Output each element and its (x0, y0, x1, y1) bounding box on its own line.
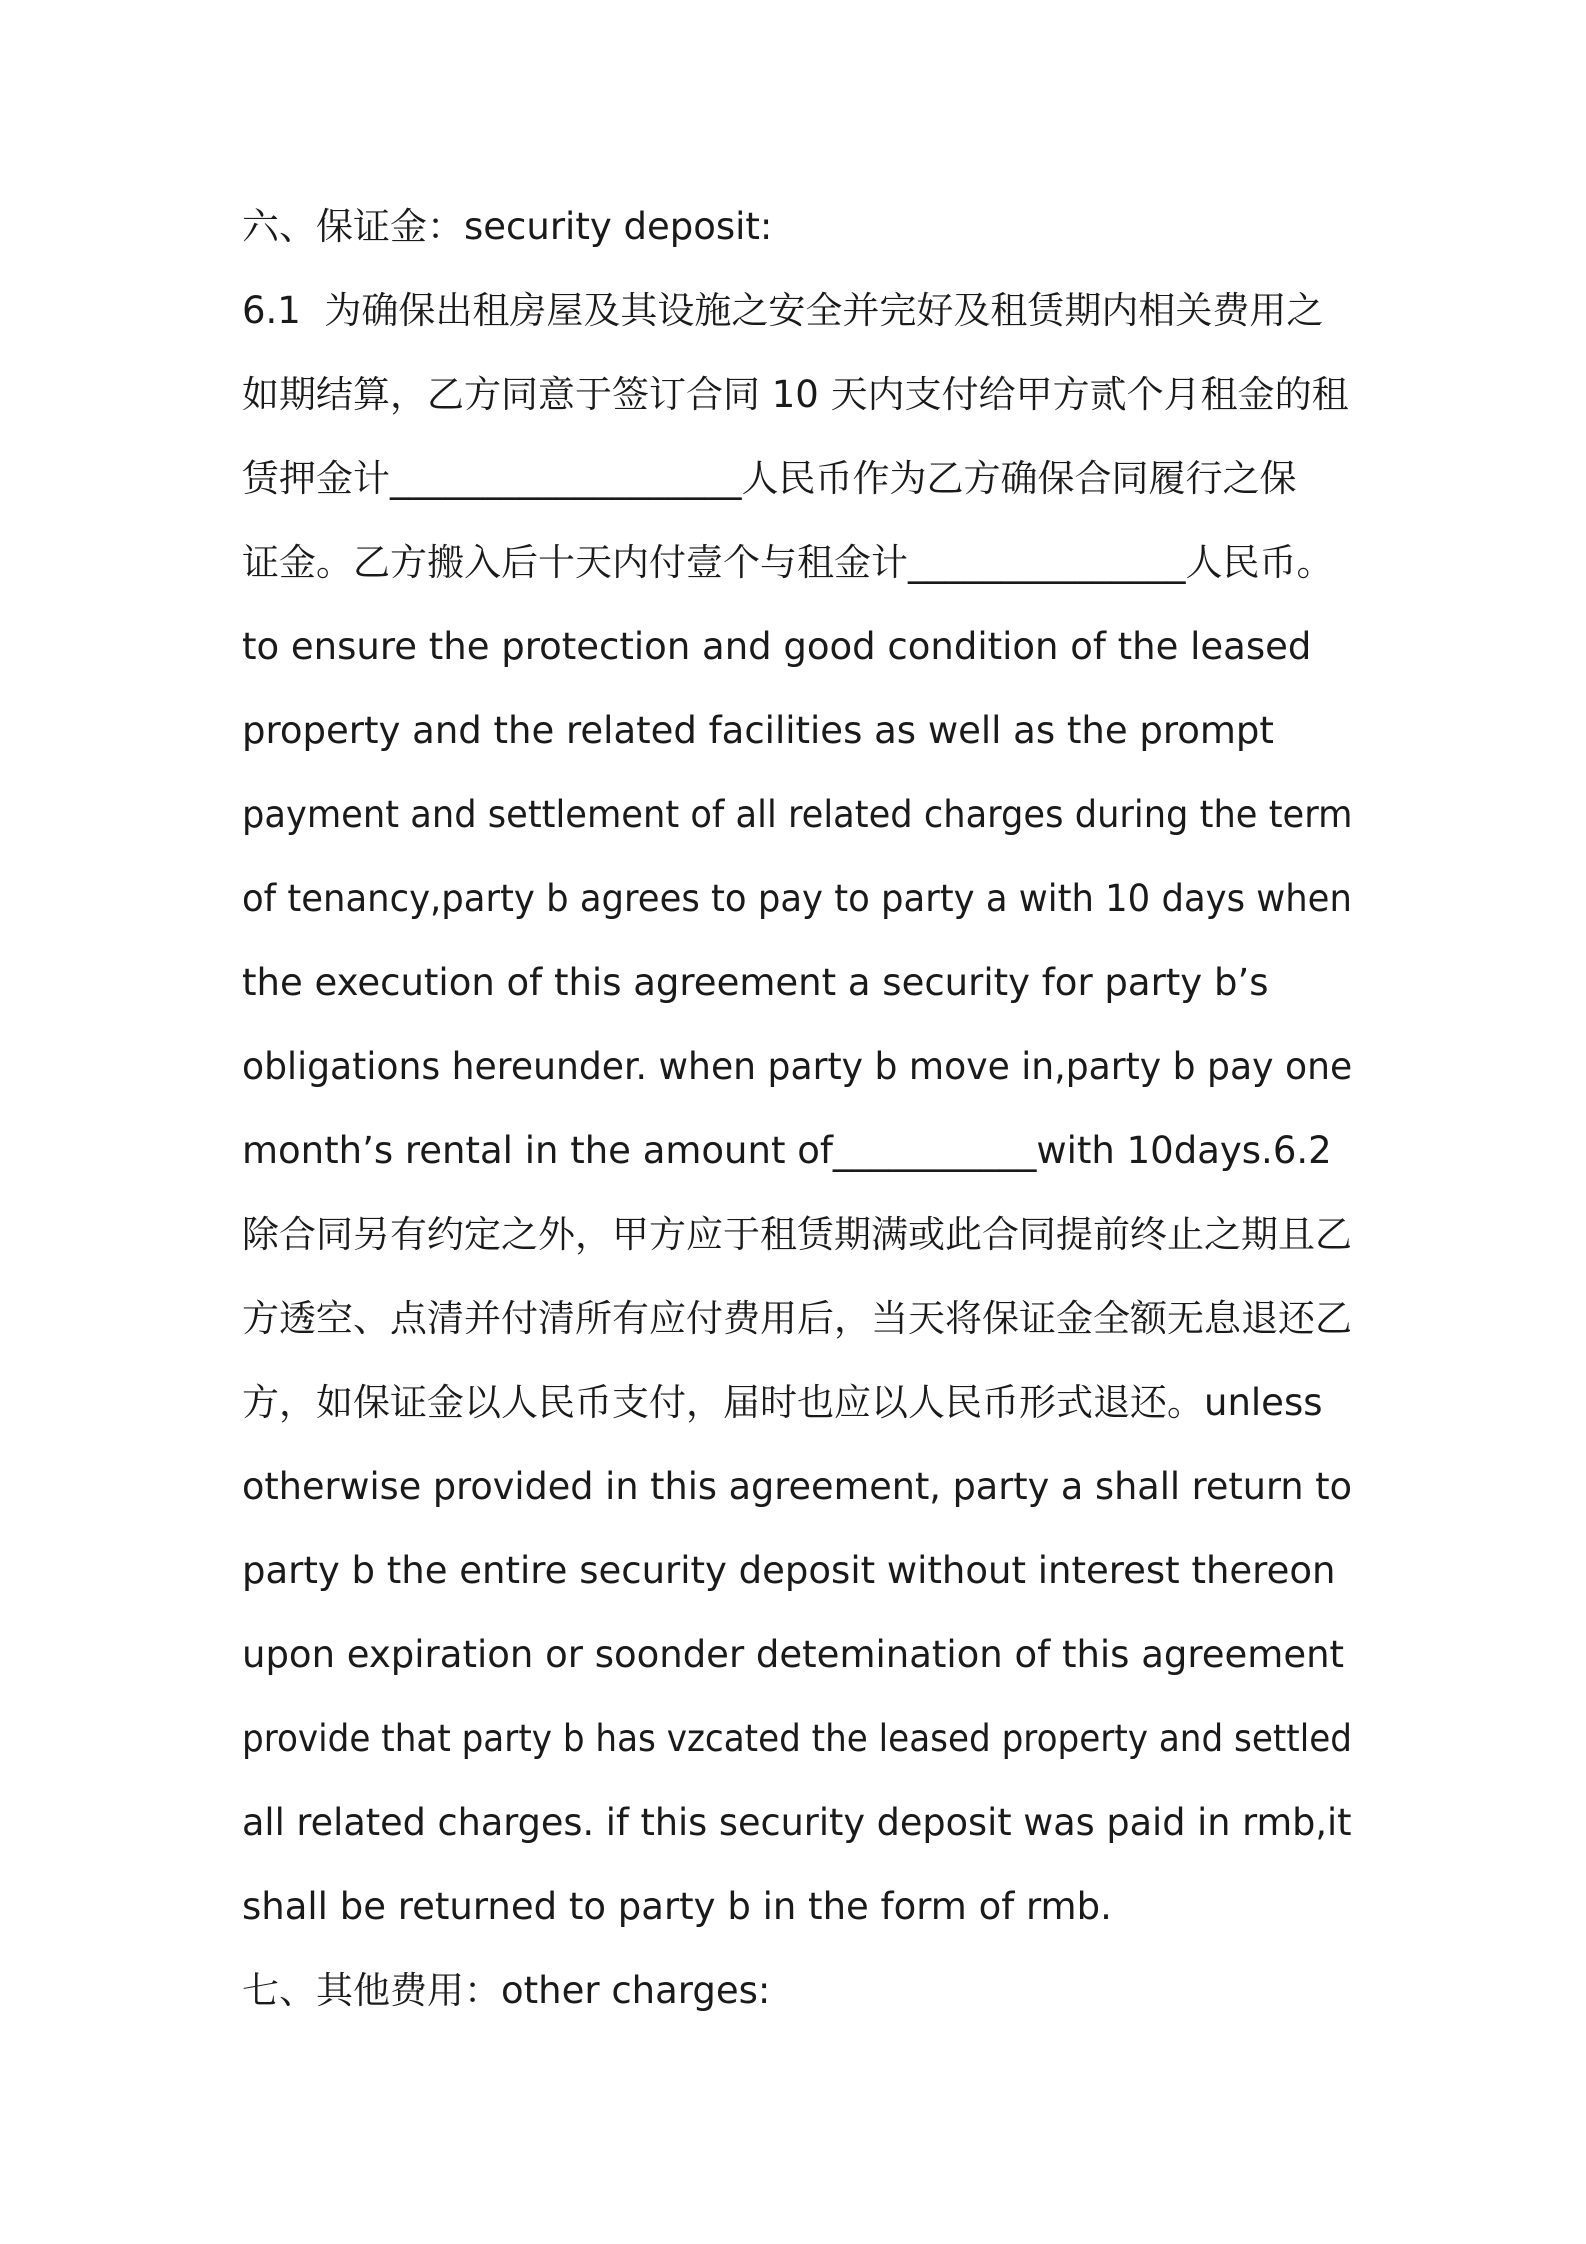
text-line: 方透空、点清并付清所有应付费用后，当天将保证金全额无息退还乙 (242, 1297, 1352, 1340)
text-line: shall be returned to party b in the form of rmb. (242, 1885, 1112, 1928)
text-line: otherwise provided in this agreement, party a shall return to (242, 1465, 1352, 1508)
text-line: month’s rental in the amount of___________with 10days.6.2 (242, 1129, 1332, 1172)
text-line: 除合同另有约定之外，甲方应于租赁期满或此合同提前终止之期且乙 (242, 1213, 1352, 1256)
section-7-heading: 七、其他费用：other charges: (242, 1969, 771, 2012)
text-line: all related charges. if this security deposit was paid in rmb,it (242, 1801, 1352, 1844)
text-line: obligations hereunder. when party b move in,party b pay one (242, 1045, 1353, 1088)
section-6-heading: 六、保证金：security deposit: (242, 205, 773, 248)
text-line: payment and settlement of all related charges during the term (242, 793, 1353, 836)
text-line: property and the related facilities as well as the prompt (242, 709, 1274, 752)
text-line: the execution of this agreement a security for party b’s (242, 961, 1269, 1004)
text-line: 证金。乙方搬入后十天内付壹个与租金计_______________人民币。 (242, 541, 1334, 584)
text-line: 6.1 为确保出租房屋及其设施之安全并完好及租赁期内相关费用之 (242, 289, 1324, 332)
text-line: provide that party b has vzcated the leased property and settled (242, 1717, 1352, 1760)
text-line: 赁押金计___________________人民币作为乙方确保合同履行之保 (242, 457, 1297, 500)
text-line: upon expiration or soonder detemination of this agreement (242, 1633, 1345, 1676)
text-line: 如期结算，乙方同意于签订合同 10 天内支付给甲方贰个月租金的租 (242, 373, 1349, 416)
text-line: to ensure the protection and good condition of the leased (242, 625, 1312, 668)
text-line: party b the entire security deposit without interest thereon (242, 1549, 1336, 1592)
text-line: 方，如保证金以人民币支付，届时也应以人民币形式退还。unless (242, 1381, 1323, 1424)
text-line: of tenancy,party b agrees to pay to party a with 10 days when (242, 877, 1352, 920)
